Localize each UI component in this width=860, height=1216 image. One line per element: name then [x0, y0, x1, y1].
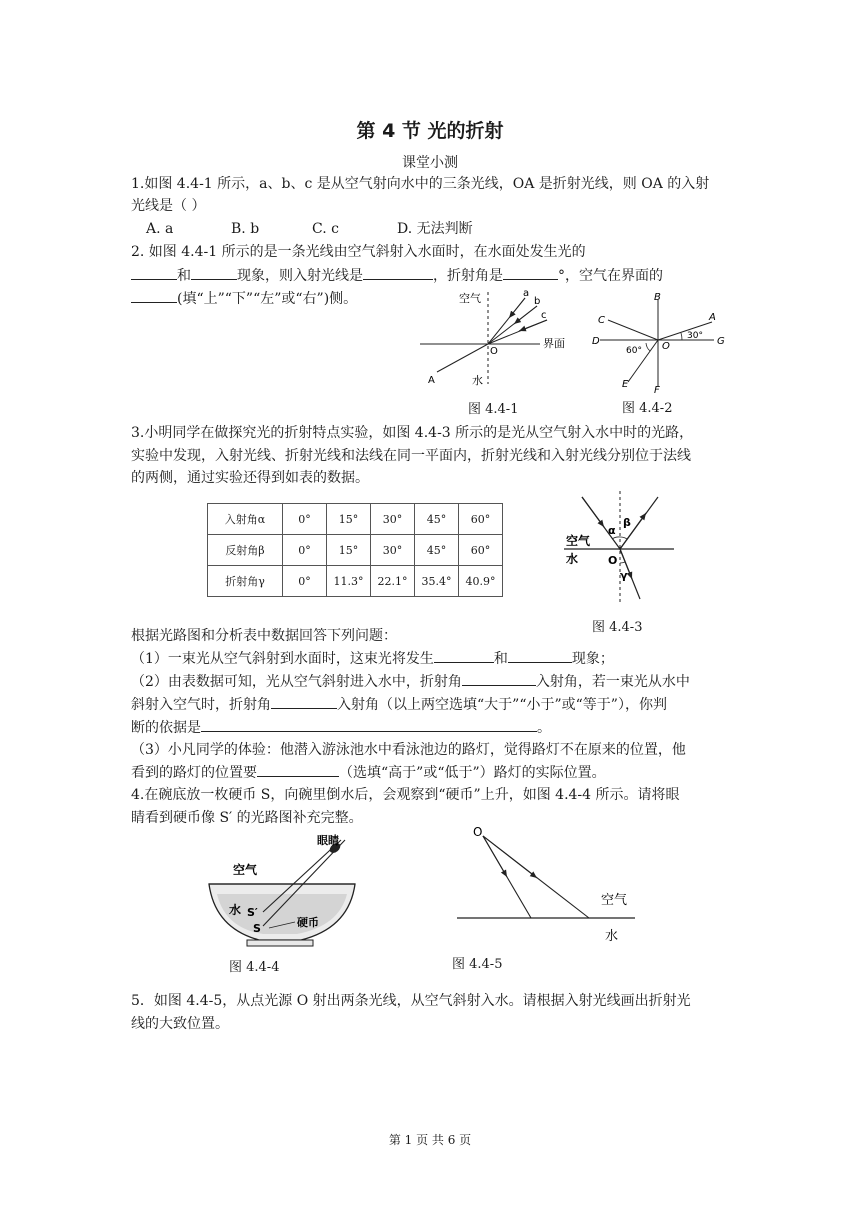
- ray-oa: [437, 344, 488, 372]
- svg-text:A: A: [428, 375, 435, 386]
- svg-text:F: F: [654, 385, 660, 394]
- q4-line1: 4.在碗底放一枚硬币 S，向碗里倒水后，会观察到“硬币”上升，如图 4.4-4 所示。请将眼: [131, 787, 680, 803]
- svg-text:G: G: [717, 336, 725, 347]
- q3-line2: 实验中发现，入射光线、折射光线和法线在同一平面内，折射光线和入射光线分别位于法线: [131, 448, 691, 464]
- figure-4-4-2: [590, 290, 730, 394]
- q2-line2: 和 现象，则入射光线是 ，折射角是 °，空气在界面的: [131, 265, 663, 286]
- answer-blank[interactable]: [271, 694, 337, 709]
- q3-sub2-line1: （2）由表数据可知，光从空气斜射进入水中，折射角 入射角，若一束光从水中: [131, 671, 690, 692]
- answer-blank[interactable]: [434, 648, 494, 663]
- answer-blank[interactable]: [508, 648, 572, 663]
- label-air: 空气: [601, 893, 628, 908]
- svg-text:30°: 30°: [687, 331, 703, 341]
- label-air: 空气: [233, 863, 258, 877]
- svg-text:O: O: [662, 341, 670, 352]
- q1-option-d: D. 无法判断: [397, 221, 473, 237]
- q1-line2: 光线是（ ）: [131, 198, 206, 214]
- ray-oa: [658, 322, 712, 340]
- svg-text:O: O: [490, 346, 498, 357]
- answer-blank[interactable]: [131, 265, 177, 280]
- light-source-o: O: [473, 825, 483, 839]
- bowl-base: [247, 940, 313, 946]
- label-water: 水: [605, 929, 619, 944]
- label-water: 水: [229, 903, 242, 917]
- label-eye: 眼睛: [317, 834, 339, 847]
- svg-text:γ: γ: [620, 569, 628, 582]
- q1-line1: 1.如图 4.4-1 所示，a、b、c 是从空气射向水中的三条光线，OA 是折射光线，则 OA 的入射: [131, 176, 710, 192]
- svg-text:α: α: [608, 524, 616, 537]
- answer-blank[interactable]: [191, 265, 237, 280]
- fig3-caption: 图 4.4-3: [592, 620, 643, 635]
- answer-blank[interactable]: [201, 717, 537, 732]
- fig4-caption: 图 4.4-4: [229, 960, 280, 975]
- table-row: 反射角β 0° 15° 30° 45° 60°: [208, 535, 503, 566]
- svg-text:O: O: [608, 554, 618, 567]
- q3-sub1: （1）一束光从空气斜射到水面时，这束光将发生 和 现象；: [131, 648, 614, 669]
- svg-text:E: E: [622, 379, 629, 390]
- answer-blank[interactable]: [462, 671, 536, 686]
- figure-4-4-1: [415, 284, 590, 392]
- page-footer: 第 1 页 共 6 页: [388, 1133, 472, 1147]
- page-title: 第 4 节 光的折射: [356, 120, 504, 142]
- q3-sub2-line3: 断的依据是 。: [131, 717, 551, 738]
- label-air: 空气: [566, 534, 591, 548]
- svg-text:a: a: [523, 288, 530, 299]
- answer-blank[interactable]: [257, 762, 339, 777]
- q3-intro: 根据光路图和分析表中数据回答下列问题：: [131, 628, 397, 644]
- q1-option-b: B. b: [231, 221, 260, 237]
- label-water: 水: [566, 552, 579, 566]
- figure-4-4-4: [203, 832, 373, 950]
- label-interface: 界面: [543, 337, 565, 350]
- svg-text:b: b: [534, 296, 541, 307]
- fig2-caption: 图 4.4-2: [622, 401, 673, 416]
- data-table: [207, 503, 503, 597]
- q5-line2: 线的大致位置。: [131, 1016, 229, 1032]
- figure-4-4-3: [560, 487, 680, 607]
- label-air: 空气: [459, 292, 481, 305]
- q3-sub3-line1: （3）小凡同学的体验：他潜入游泳池水中看泳池边的路灯，觉得路灯不在原来的位置，他: [131, 742, 686, 758]
- fig1-caption: 图 4.4-1: [468, 402, 519, 417]
- fig5-caption: 图 4.4-5: [452, 957, 503, 972]
- svg-text:D: D: [592, 336, 600, 347]
- q1-option-a: A. a: [146, 221, 174, 237]
- ray-oc: [608, 320, 658, 340]
- table-row: 入射角α 0° 15° 30° 45° 60°: [208, 504, 503, 535]
- answer-blank[interactable]: [363, 265, 433, 280]
- q2-line3: (填“上”“下”“左”或“右”)侧。: [131, 288, 357, 309]
- q3-sub3-line2: 看到的路灯的位置要 （选填“高于”或“低于”）路灯的实际位置。: [131, 762, 606, 783]
- q5-line1: 5．如图 4.4-5，从点光源 O 射出两条光线，从空气斜射入水。请根据入射光线画出折射光: [131, 993, 691, 1009]
- answer-blank[interactable]: [503, 265, 558, 280]
- q2-line1: 2. 如图 4.4-1 所示的是一条光线由空气斜射入水面时，在水面处发生光的: [131, 244, 586, 260]
- q4-line2: 睛看到硬币像 S′ 的光路图补充完整。: [131, 810, 363, 826]
- q1-option-c: C. c: [312, 221, 339, 237]
- svg-text:60°: 60°: [626, 346, 642, 356]
- section-subtitle: 课堂小测: [402, 155, 458, 171]
- table-row: 折射角γ 0° 11.3° 22.1° 35.4° 40.9°: [208, 566, 503, 597]
- label-water: 水: [472, 374, 483, 387]
- q3-line3: 的两侧，通过实验还得到如表的数据。: [131, 470, 369, 486]
- svg-text:C: C: [598, 315, 605, 326]
- svg-text:B: B: [654, 292, 661, 303]
- svg-text:c: c: [541, 310, 547, 321]
- figure-4-4-5: [455, 822, 645, 946]
- svg-text:S: S: [253, 922, 261, 935]
- svg-text:A: A: [709, 312, 716, 323]
- svg-text:β: β: [623, 516, 631, 529]
- q3-sub2-line2: 斜射入空气时，折射角 入射角（以上两空选填“大于”“小于”或“等于”），你判: [131, 694, 667, 715]
- label-coin: 硬币: [297, 916, 319, 929]
- answer-blank[interactable]: [131, 288, 177, 303]
- svg-text:S′: S′: [247, 906, 258, 919]
- q3-line1: 3.小明同学在做探究光的折射特点实验，如图 4.4-3 所示的是光从空气射入水中时的光路，: [131, 425, 694, 441]
